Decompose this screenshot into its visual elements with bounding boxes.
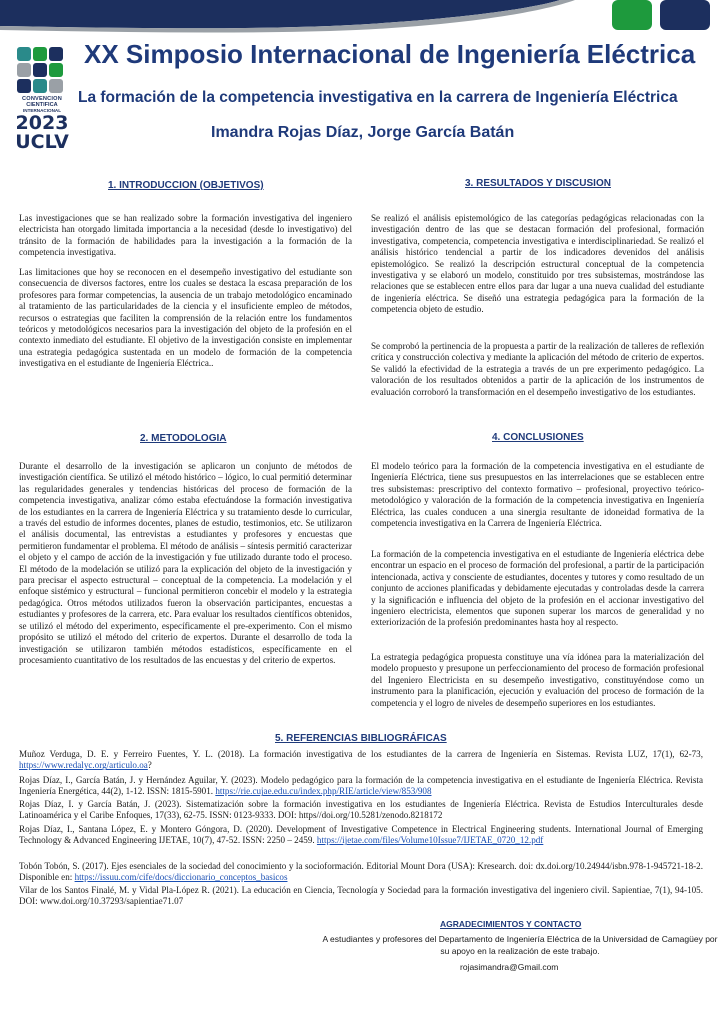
acknowledgements-heading: AGRADECIMIENTOS Y CONTACTO — [440, 919, 582, 929]
reference-3-text: Rojas Díaz, I. y García Batán, J. (2023). Sistematización sobre la formación investigativa en los estudiantes de Ingeniería Eléctrica. Revista de Estudios Interculturales desde Latinoamérica y el Caribe Enfoques, 17(33), 62-75. ISSN: 0123-9333. DOI: https//doi.org/10.5281/zenodo.8218172 — [19, 799, 703, 821]
logo-org: UCLV — [15, 131, 69, 153]
methods-paragraph-1: Durante el desarrollo de la investigación se aplicaron un conjunto de métodos de investigación científica. Se utilizó el método histórico – lógico, lo cual permitió determinar las regularidades generales y tendencias históricas del proceso de formación de la competencia investigativa, analizar cómo estaba efectuándose la formación investigativa de los estudiantes en la carrera de Ingeniería Eléctrica y su tratamiento desde lo curricular, a través del estudio de informes docentes, planes de estudio, testimonios, etc. Se utilizaron el análisis documental, las entrevistas a estudiantes y profesores y encuestas que permitieron fundamentar el problema. El método de análisis – síntesis permitió caracterizar el objeto y el campo de acción de la investigación y fue utilizado durante todo el proceso. El método de la modelación se utilizó para la explicación del objeto de la investigación y para precisar el aspecto estructural – conceptual de la competencia. La modelación y el enfoque sistémico y estructural – funcional permitieron concebir el modelo y la estrategia pedagógica. Otros métodos utilizados fueron la observación participantes, encuestas a estudiantes y profesores de la carrera, etc. Para evaluar los resultados científicos obtenidos, se utilizó el método del experimento, específicamente el pre-experimento. Con el mismo propósito se utilizó el método del criterio de expertos. Durante el desarrollo de toda la investigación se utilizaron también métodos estadísticos, específicamente en el procesamiento cuantitativo de los resultados de las encuestas y del criterio de expertos. — [19, 461, 352, 665]
reference-1-link[interactable]: https://www.redalyc.org/articulo.oa — [19, 760, 148, 771]
reference-5-link[interactable]: https://issuu.com/cife/docs/diccionario_conceptos_basicos — [74, 872, 288, 883]
contact-email[interactable]: rojasimandra@Gmail.com — [460, 962, 559, 972]
section-conclusions-heading: 4. CONCLUSIONES — [492, 432, 584, 443]
logo-line-1: CONVENCION — [22, 96, 62, 102]
reference-item-4 — [19, 824, 703, 847]
reference-1-text: Muñoz Verduga, D. E. y Ferreiro Fuentes, Y. L. (2018). La formación investigativa de los estudiantes de la carrera de Ingeniería en Sistemas. Revista LUZ, 17(1), 62-73, — [19, 749, 703, 759]
conclusions-paragraph-2: La formación de la competencia investigativa en el estudiante de Ingeniería eléctrica debe encontrar un espacio en el proceso de formación del profesional, a partir de la participación intencionada, activa y consciente de estudiantes, docentes y tutores y como resultado de un conjunto de acciones planificadas y debidamente ejecutadas y controladas desde la carrera y la significación e influencia del objeto de la profesión en el accionar investigativo del ingeniero electricista, elementos que suponen superar los marcos de generalidad y no exteriorización de la profesión predominantes hasta hoy al respecto. — [371, 549, 704, 628]
intro-paragraph-2: Las limitaciones que hoy se reconocen en el desempeño investigativo del estudiante son consecuencia de diversos factores, entre los cuales se destaca la escasa preparación de los profesores para formar competencias, la ausencia de un trabajo metodológico encaminado al tratamiento de las particularidades de la ciencia y el insuficiente empleo de métodos, recursos o estrategias que faciliten la comprensión de la relación entre los fundamentos teóricos y metodológicos necesarios para la investigación del objeto de la profesión en el contexto inmediato del estudiante. El objetivo de la investigación consiste en implementar una estrategia pedagógica sustentada en un modelo de formación de la competencia investigativa en el estudiante de Ingeniería Eléctrica.. — [19, 267, 352, 369]
reference-2-link[interactable]: https://rie.cujae.edu.cu/index.php/RIE/article/view/853/908 — [215, 786, 432, 797]
logo-line-2: CIENTIFICA — [26, 102, 58, 108]
section-intro-heading: 1. INTRODUCCION (OBJETIVOS) — [108, 180, 264, 191]
results-paragraph-2: Se comprobó la pertinencia de la propuesta a partir de la realización de talleres de reflexión crítica y construcción colectiva y mediante la aplicación del método de criterio de expertos. Se validó la efectividad de la estrategia a través de un pre experimento pedagógico. La valoración de los resultados obtenidos a partir de la aplicación de los instrumentos de evaluación corroboró la transformación en el desempeño investigativo de los estudiantes. — [371, 341, 704, 397]
poster-subtitle: La formación de la competencia investigativa en la carrera de Ingeniería Eléctrica — [78, 89, 678, 106]
poster-authors: Imandra Rojas Díaz, Jorge García Batán — [211, 124, 515, 141]
section-methods-heading: 2. METODOLOGIA — [140, 433, 227, 444]
poster-title: XX Simposio Internacional de Ingeniería Eléctrica — [84, 39, 696, 69]
reference-item-2 — [19, 775, 703, 798]
reference-2-text: Rojas Díaz, I., García Batán, J. y Hernández Aguilar, Y. (2023). Modelo pedagógico para la formación de la competencia investigativa en el estudiante de Ingeniería Eléctrica. Revista Ingeniería Energética, 44(2), 1-12. ISSN: 1815-5901. — [19, 775, 703, 797]
banner-wave — [0, 0, 723, 34]
conclusions-paragraph-1: El modelo teórico para la formación de la competencia investigativa en el estudiante de Ingeniería Eléctrica, tiene sus presupuestos en las interrelaciones que se establecen entre tres subsistemas: prescriptivo del contexto formativo – profesional, proyectivo teórico-metodológico y valoración de la formación de la competencia investigativa en Ingeniería Eléctrica, las cuales conducen a una sinergia resultante de idoneidad formativa de la competencia investigativa en la Carrera de Ingeniería Eléctrica. — [371, 461, 704, 529]
intro-paragraph-1: Las investigaciones que se han realizado sobre la formación investigativa del ingeniero electricista han otorgado limitada importancia a la necesidad (desde lo investigativo) del tránsito de la formación de habilidades para la investigación a la formación de la competencia investigativa. — [19, 213, 352, 258]
section-results-heading: 3. RESULTADOS Y DISCUSION — [465, 178, 611, 189]
reference-6-text: Vilar de los Santos Finalé, M. y Vidal Pla-López R. (2021). La educación en Ciencia, Tecnología y Sociedad para la formación investigativa del ingeniero civil. Sapientiae, 7(1), 94-105. DOI: www.doi.org/10.37293/sapientiae71.07 — [19, 885, 703, 907]
reference-item-6 — [19, 885, 703, 908]
reference-item-3 — [19, 799, 703, 822]
conclusions-paragraph-3: La estrategia pedagógica propuesta constituye una vía idónea para la materialización del modelo propuesto y presupone un perfeccionamiento del proceso de formación profesional del Ingeniero Electricista en su desempeño investigativo, constituyéndose como un instrumento para la planificación, ejecución y evaluación del proceso de formación de la competencia y el logro de niveles de desempeño superiores en los estudiantes. — [371, 652, 704, 708]
logo-line-3: INTERNACIONAL — [22, 108, 62, 113]
reference-item-5 — [19, 861, 703, 884]
section-references-heading: 5. REFERENCIAS BIBLIOGRÁFICAS — [275, 733, 447, 744]
reference-1-tail: ? — [147, 760, 152, 771]
logo-year: 2023 — [15, 112, 69, 134]
logo-squares-icon — [14, 44, 64, 94]
reference-4-link[interactable]: https://ijetae.com/files/Volume10Issue7/IJETAE_0720_12.pdf — [316, 835, 544, 846]
acknowledgements-text: A estudiantes y profesores del Departamento de Ingeniería Eléctrica de la Universidad de Camagüey por su apoyo en la realización de este trabajo. — [322, 934, 718, 956]
top-banner — [0, 0, 723, 34]
results-paragraph-1: Se realizó el análisis epistemológico de las categorías pedagógicas relacionadas con la investigación dentro de las que se destacan formación del profesional, formación investigativa, competencia, competencia investigativa e interdisciplinariedad. Se realizó el análisis histórico tendencial a partir de los indicadores devenidos del análisis epistemológico. Se realizó la descripción estructural conceptual de la competencia investigativa y se elaboró un modelo, constituido por tres subsistemas, mostrándose las relaciones que se establecen entre ellos para dar lugar a una nueva cualidad del estudiante de ingeniería eléctrica. Se diseñó una estrategia pedagógica para la formación de la competencia objeto de estudio. — [371, 213, 704, 315]
reference-5-text: Tobón Tobón, S. (2017). Ejes esenciales de la sociedad del conocimiento y la socioformación. Editorial Mount Dora (USA): Kresearch. doi: dx.doi.org/10.24944/isbn.978-1-945721-18-2. Disponible en: — [19, 861, 703, 883]
reference-item-1 — [19, 749, 703, 772]
reference-4-text: Rojas Díaz, I., Santana López, E. y Montero Góngora, D. (2020). Development of Investigative Competence in Electrical Engineering students. International Journal of Emerging Technology & Advanced Engineering IJETAE, 10(7), 47-52. ISSN: 2250 – 2459. — [19, 824, 703, 846]
